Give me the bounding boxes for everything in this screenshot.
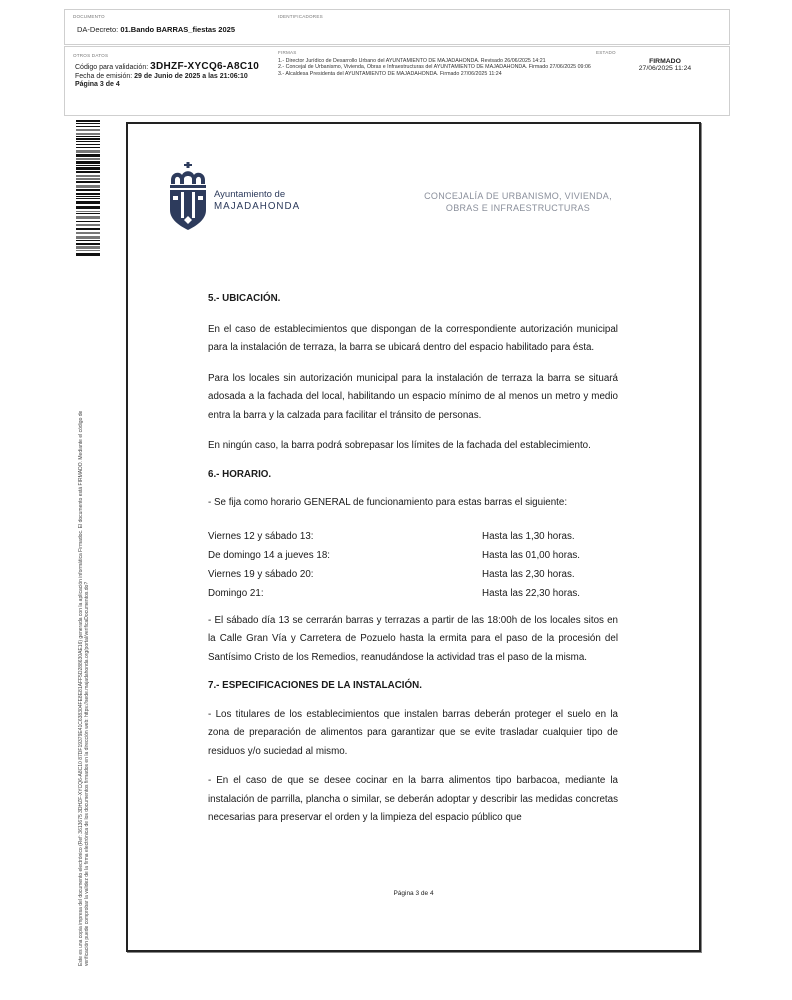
schedule-row — [208, 585, 618, 604]
otros-datos-label: OTROS DATOS — [73, 53, 109, 58]
side-text-line-2: verificación puede comprobar la validez de la firma electrónica de los documentos firmados en la dirección web: https://sede.majadahonda.org/portal/verificaDocumentos.do? — [84, 581, 90, 966]
status-badge: FIRMADO — [649, 58, 681, 65]
schedule-days: Viernes 12 y sábado 13: — [208, 530, 314, 542]
schedule-days: De domingo 14 a jueves 18: — [208, 549, 330, 561]
barcode-bar — [76, 141, 100, 142]
dept-line-1: CONCEJALÍA DE URBANISMO, VIVIENDA, — [424, 191, 612, 201]
barcode-bar — [76, 133, 100, 135]
info-header — [64, 46, 730, 116]
section-7-paragraph-1: - Los titulares de los establecimientos que instalen barras deberán proteger el suelo en la zona de preparación de alimentos para garantizar que se evite trasladar cualquier tipo de residuos y/o suciedad al mismo. — [208, 708, 618, 757]
barcode-bar — [76, 147, 100, 148]
barcode-bar — [76, 201, 100, 204]
schedule-row — [208, 566, 618, 585]
barcode-bar — [76, 136, 100, 137]
section-7-heading: 7.- ESPECIFICACIONES DE LA INSTALACIÓN. — [208, 680, 422, 691]
signatures-list — [278, 58, 598, 77]
barcode-bar — [76, 240, 100, 241]
schedule-days: Viernes 19 y sábado 20: — [208, 568, 314, 580]
barcode-bar — [76, 250, 100, 251]
page-info: Página 3 de 4 — [75, 81, 120, 88]
schedule-time: Hasta las 01,00 horas. — [482, 549, 581, 561]
barcode-bar — [76, 193, 100, 195]
barcode-bar — [76, 253, 100, 256]
barcode-bar — [76, 150, 100, 153]
barcode-bar — [76, 236, 100, 239]
barcode-bar — [76, 206, 100, 209]
barcode-bar — [76, 144, 100, 145]
barcode-bar — [76, 213, 100, 214]
dept-line-2: OBRAS E INFRAESTRUCTURAS — [445, 203, 591, 213]
document-header — [64, 9, 730, 45]
barcode-bar — [76, 120, 100, 122]
barcode-bar — [76, 138, 100, 140]
validation-code[interactable]: 3DHZF-XYCQ6-A8C10 — [150, 61, 260, 72]
schedule-time: Hasta las 2,30 horas. — [482, 568, 575, 580]
section-6-paragraph-2: - El sábado día 13 se cerrarán barras y terrazas a partir de las 18:00h de los locales sitos en la Calle Gran Vía y Carretera de Pozuelo hasta la ermita para el paso de la procesión del Santísimo Cristo de los Remedios, reanudándose la actividad tras el paso de la misma. — [208, 614, 618, 663]
codigo-prefix: Código para validación: — [75, 64, 149, 71]
section-5-paragraph-2: Para los locales sin autorización municipal para la instalación de terraza la barra se situará adosada a la fachada del local, habilitando un espacio mínimo de al menos un metro y medio entra la barra y la calzada para facilitar el tránsito de personas. — [208, 372, 618, 421]
documento-prefix: DA-Decreto: — [77, 25, 119, 34]
issue-date-line — [75, 73, 248, 80]
barcode-bar — [76, 178, 100, 180]
schedule-row — [208, 528, 618, 547]
identificadores-label: IDENTIFICADORES — [278, 14, 323, 19]
barcode-bar — [76, 185, 100, 188]
status-block — [605, 58, 725, 72]
section-6-heading: 6.- HORARIO. — [208, 468, 272, 480]
coat-of-arms-logo-icon — [168, 162, 208, 232]
barcode-bar — [76, 171, 100, 173]
section-5-paragraph-3: En ningún caso, la barra podrá sobrepasar los límites de la fachada del establecimiento. — [208, 440, 591, 451]
barcode-bar — [76, 181, 100, 183]
barcode-bar — [76, 165, 100, 166]
section-5-paragraph-1: En el caso de establecimientos que dispongan de la correspondiente autorización municipal para la instalación de terraza, la barra se ubicará dentro del espacio habilitado para ésta. — [208, 323, 618, 353]
barcode-bar — [76, 211, 100, 212]
schedule-row — [208, 547, 618, 566]
barcode-bar — [76, 189, 100, 191]
document-title — [77, 25, 235, 34]
schedule-time: Hasta las 22,30 horas. — [482, 587, 581, 599]
organization-name — [214, 189, 300, 213]
barcode-bar — [76, 129, 100, 131]
fecha-prefix: Fecha de emisión: — [75, 73, 133, 80]
side-text-line-1: Este es una copia impresa del documento electrónico (Ref: 3613675 3DHZF-XYCQ6-A8C10 87DF19379E41C638304FE8E81AFF5D288630AE16) generada con la aplicación informática Firmadoc. El documento está FIRMADO. Mediante el código de — [78, 410, 84, 966]
barcode-bar — [76, 221, 100, 222]
document-body — [208, 284, 618, 828]
section-5-heading: 5.- UBICACIÓN. — [208, 293, 281, 304]
schedule-time: Hasta las 1,30 horas. — [482, 530, 575, 542]
barcode-bar — [76, 243, 100, 245]
section-7-paragraph-2: - En el caso de que se desee cocinar en la barra alimentos tipo barbacoa, mediante la instalación de parrilla, plancha o similar, se deberán adoptar y describir las medidas concretas necesarias para preservar el orden y la limpieza del espacio público que — [208, 775, 618, 823]
barcode-bar — [76, 246, 100, 249]
barcode-bar — [76, 167, 100, 170]
department-name — [398, 190, 638, 214]
page-number: Página 3 de 4 — [393, 890, 434, 897]
barcode-bar — [76, 228, 100, 230]
issue-date: 29 de Junio de 2025 a las 21:06:10 — [134, 73, 248, 80]
documento-label: DOCUMENTO — [73, 14, 105, 19]
schedule-days: Domingo 21: — [208, 587, 264, 599]
document-page — [126, 122, 701, 952]
barcode-bar — [76, 198, 100, 199]
barcode-bar — [76, 158, 100, 160]
side-verification-text — [78, 266, 90, 966]
barcode-bar — [76, 175, 100, 177]
signature-item: 3.- Alcaldesa Presidenta del AYUNTAMIENTO DE MAJADAHONDA. Firmado 27/06/2025 11:24 — [278, 70, 502, 77]
estado-label: ESTADO — [596, 50, 616, 55]
firmas-label: FIRMAS — [278, 50, 297, 55]
validation-code-line — [75, 61, 259, 72]
documento-name: 01.Bando BARRAS_fiestas 2025 — [120, 25, 235, 34]
signature-item: 1.- Director Jurídico de Desarrollo Urbano del AYUNTAMIENTO DE MAJADAHONDA. Revisado 26/06/2025 14:21 — [278, 58, 546, 64]
signature-item: 2.- Concejal de Urbanismo, Vivienda, Obras e Infraestructuras del AYUNTAMIENTO DE MAJADAHONDA. Firmado 27/06/2025 09:06 — [278, 64, 591, 71]
barcode-bar — [76, 196, 100, 197]
barcode-bar — [76, 216, 100, 219]
barcode — [76, 120, 100, 258]
status-date: 27/06/2025 11:24 — [638, 65, 692, 72]
schedule-table — [208, 528, 618, 604]
barcode-bar — [76, 232, 100, 234]
org-line-2: MAJADAHONDA — [214, 201, 301, 212]
barcode-bar — [76, 224, 100, 226]
barcode-bar — [76, 154, 100, 157]
barcode-bar — [76, 161, 100, 164]
org-line-1: Ayuntamiento de — [214, 189, 286, 200]
barcode-bar — [76, 123, 100, 124]
barcode-bar — [76, 126, 100, 127]
section-6-paragraph-1: - Se fija como horario GENERAL de funcionamiento para estas barras el siguiente: — [208, 497, 568, 508]
